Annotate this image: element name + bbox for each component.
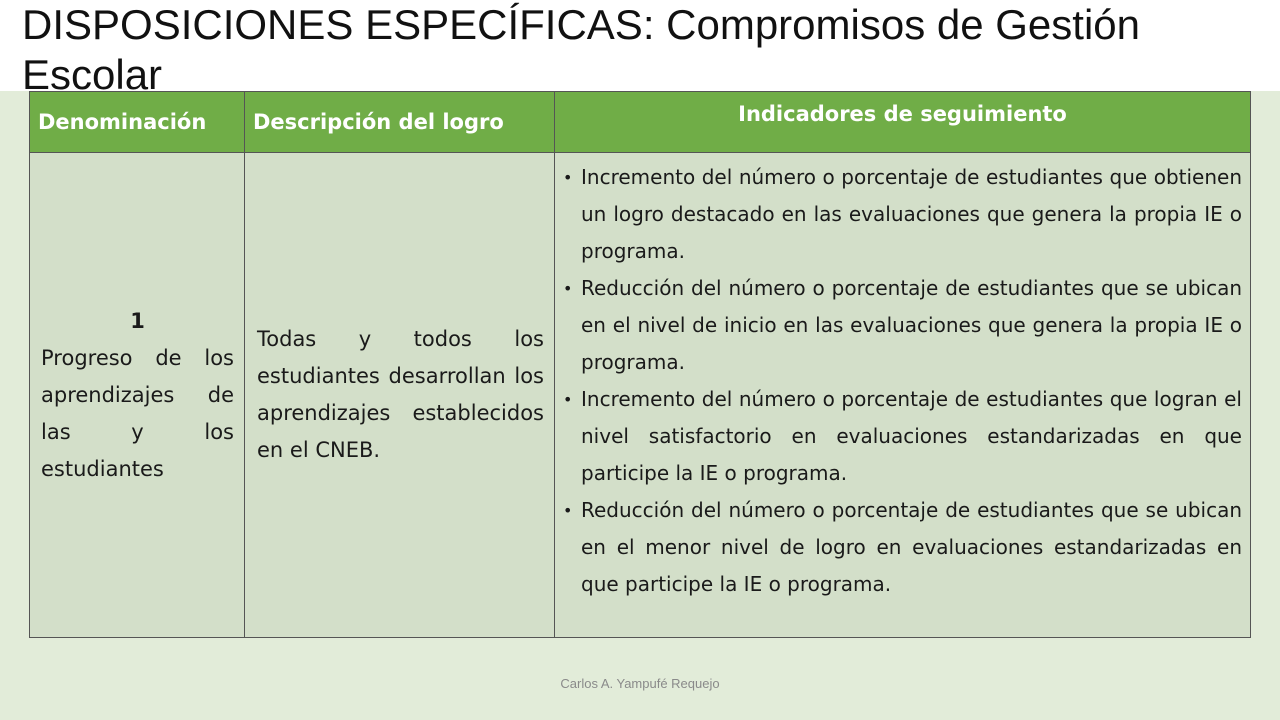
list-item: [563, 381, 1242, 492]
indicator-text: Reducción del número o porcentaje de estudiantes que se ubican en el menor nivel de logro en evaluaciones estandarizadas en que participe la IE o programa.: [581, 498, 1242, 596]
header-indicadores: Indicadores de seguimiento: [555, 92, 1251, 153]
commitments-table: [29, 91, 1251, 638]
slide-title: DISPOSICIONES ESPECÍFICAS: Compromisos de Gestión Escolar: [22, 1, 1141, 98]
commitment-number: 1: [130, 308, 145, 333]
cell-denominacion: [30, 153, 245, 638]
cell-indicadores: [555, 153, 1251, 638]
list-item: [563, 270, 1242, 381]
indicator-text: Reducción del número o porcentaje de estudiantes que se ubican en el nivel de inicio en las evaluaciones que genera la propia IE o programa.: [581, 276, 1242, 374]
list-item: [563, 159, 1242, 270]
header-descripcion: Descripción del logro: [245, 92, 555, 153]
bullet-icon: •: [563, 168, 573, 187]
list-item: [563, 492, 1242, 603]
bullet-icon: •: [563, 279, 573, 298]
indicator-list: [563, 159, 1242, 603]
indicator-text: Incremento del número o porcentaje de estudiantes que obtienen un logro destacado en las evaluaciones que genera la propia IE o programa.: [581, 165, 1242, 263]
cell-descripcion: Todas y todos los estudiantes desarrollan los aprendizajes establecidos en el CNEB.: [245, 153, 555, 638]
bullet-icon: •: [563, 501, 573, 520]
footer-author: Carlos A. Yampufé Requejo: [560, 676, 720, 691]
table-row: [30, 153, 1251, 638]
bullet-icon: •: [563, 390, 573, 409]
commitment-name: Progreso de los aprendizajes de las y los estudiantes: [41, 345, 234, 481]
table-header-row: [30, 92, 1251, 153]
indicator-text: Incremento del número o porcentaje de estudiantes que logran el nivel satisfactorio en evaluaciones estandarizadas en que participe la IE o programa.: [581, 387, 1242, 485]
header-denominacion: Denominación: [30, 92, 245, 153]
commitments-table-wrapper: [29, 91, 1250, 638]
